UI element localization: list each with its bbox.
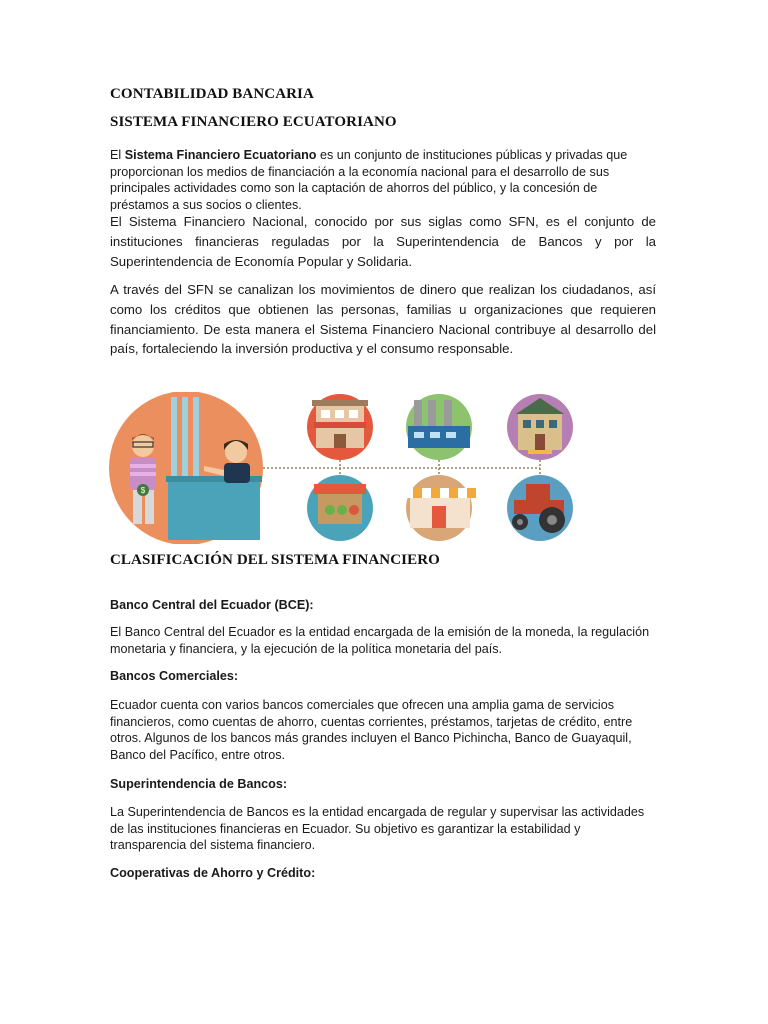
factory-icon — [406, 394, 472, 460]
shop-icon — [307, 394, 373, 460]
bancos-comerciales-paragraph: Ecuador cuenta con varios bancos comerciales que ofrecen una amplia gama de servicios financieros, como cuentas de ahorro, cuentas corrientes, préstamos, tarjetas de crédito, entre otros. Algunos de los bancos más grandes incluyen el Banco Pichincha, Banco de Guayaquil, Banco del Pacífico, entre otros. — [110, 698, 633, 762]
superintendencia-paragraph: La Superintendencia de Bancos es la entidad encargada de regular y supervisar las actividades de las instituciones financieras en Ecuador. Su objetivo es garantizar la estabilidad y transparencia del sistema financiero. — [110, 805, 645, 853]
subheading-cooperativas: Cooperativas de Ahorro y Crédito: — [110, 866, 316, 880]
tractor-icon — [507, 475, 573, 541]
store-icon — [404, 475, 476, 541]
intro-paragraph — [110, 147, 656, 213]
subheading-superintendencia: Superintendencia de Bancos: — [110, 777, 288, 791]
classification-title: CLASIFICACIÓN DEL SISTEMA FINANCIERO — [110, 552, 440, 568]
section-title-sistema: SISTEMA FINANCIERO ECUATORIANO — [110, 114, 397, 130]
intro-lead-rest: es un conjunto de instituciones públicas y privadas que proporcionan los medios de financiación a la economía nacional para el desarrollo de sus principales actividades como son la captación de ahorros del público, y la concesión de préstamos a sus socios o clientes. — [110, 148, 628, 212]
intro-lead-bold: Sistema Financiero Ecuatoriano — [124, 148, 317, 162]
sfn-channel-paragraph: A través del SFN se canalizan los movimientos de dinero que realizan los ciudadanos, así como los créditos que obtienen las personas, familias u organizaciones que requieren financiamiento. De esta manera el Sistema Financiero Nacional contribuye al desarrollo del país, fortaleciendo la inversión productiva y el consumo responsable. — [110, 282, 656, 357]
house-icon — [507, 394, 573, 460]
connector-lines — [263, 444, 540, 490]
intro-lead-prefix: El — [110, 148, 125, 162]
svg-text:$: $ — [140, 486, 146, 495]
market-stall-icon — [307, 475, 373, 541]
sfn-paragraph: El Sistema Financiero Nacional, conocido por sus siglas como SFN, es el conjunto de instituciones financieras reguladas por la Superintendencia de Bancos y por la Superintendencia de Economía Popular y Solidaria. — [110, 214, 656, 269]
subheading-bce: Banco Central del Ecuador (BCE): — [110, 598, 314, 612]
bank-teller-icon — [109, 392, 263, 544]
document-title: CONTABILIDAD BANCARIA — [110, 86, 314, 102]
subheading-bancos-comerciales: Bancos Comerciales: — [110, 669, 239, 683]
financial-system-illustration — [108, 392, 588, 544]
bce-paragraph: El Banco Central del Ecuador es la entidad encargada de la emisión de la moneda, la regulación monetaria y financiera, y la ejecución de la política monetaria del país. — [110, 625, 650, 656]
